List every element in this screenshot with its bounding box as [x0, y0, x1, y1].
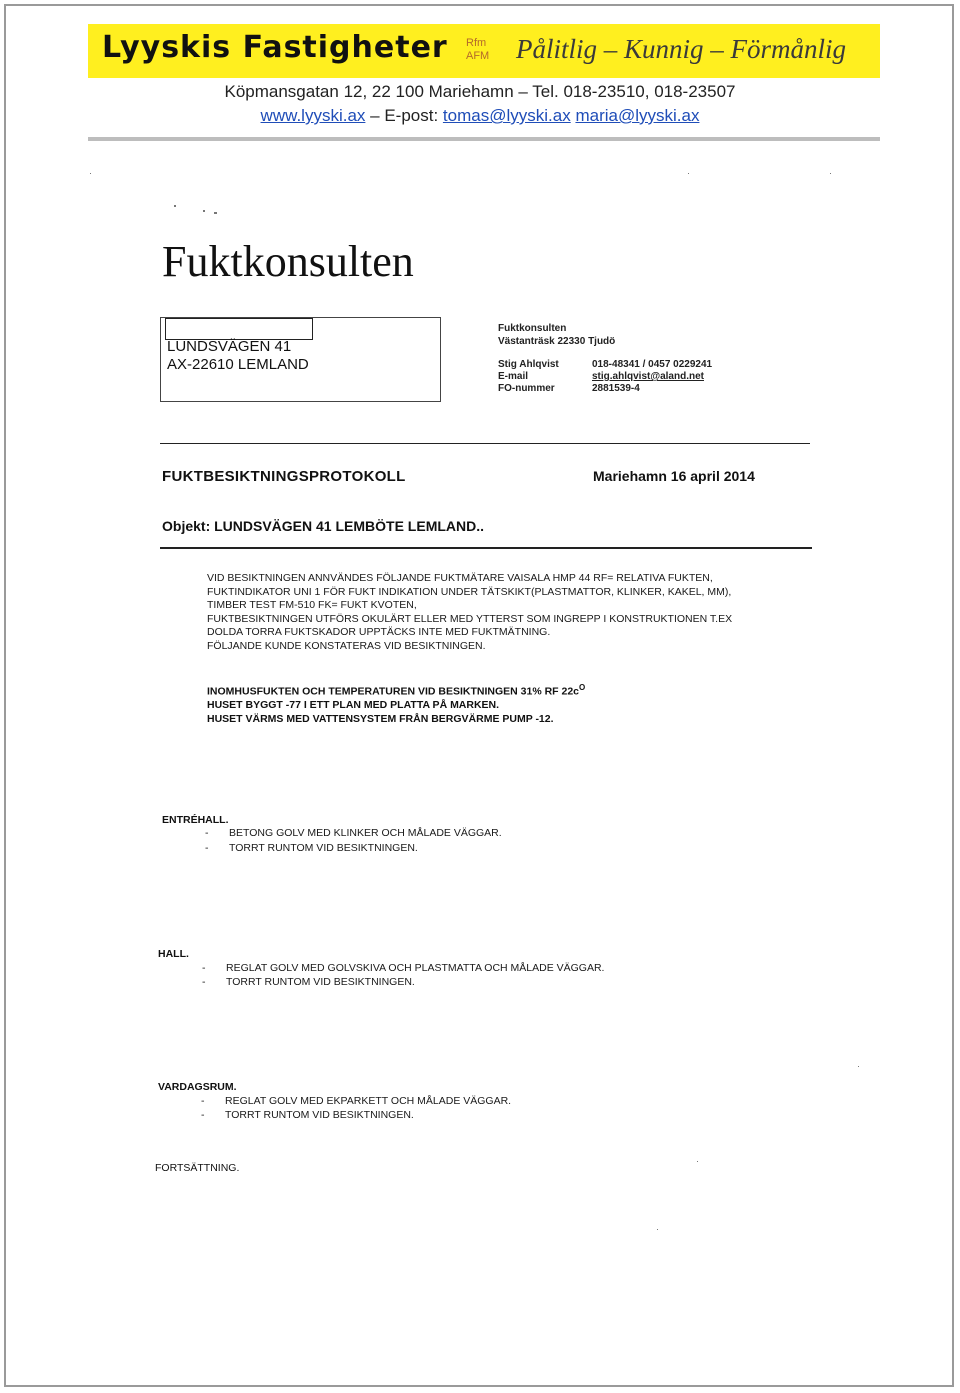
- scan-speck: [688, 173, 689, 174]
- scan-speck: [214, 212, 217, 214]
- scan-speck: [90, 173, 91, 174]
- header-rule: [160, 443, 810, 444]
- letterhead-divider: [88, 137, 880, 141]
- company-contact-line: [0, 106, 960, 126]
- object-address: Objekt: LUNDSVÄGEN 41 LEMBÖTE LEMLAND..: [162, 518, 485, 534]
- scan-speck: [203, 210, 205, 212]
- intro-paragraph: VID BESIKTNINGEN ANNVÄNDES FÖLJANDE FUKTMÄTARE VAISALA HMP 44 RF= RELATIVA FUKTEN, FUKTINDIKATOR UNI 1 FÖR FUKT INDIKATION UNDER TÄTSKIKT(PLASTMATTOR, KLINKER, KAKEL, MM), TIMBER TEST FM-510 FK= FUKT KVOTEN, FUKTBESIKTNINGEN UTFÖRS OKULÄRT ELLER MED YTTERST SOM INGREPP I KONSTRUKTIONEN T.EX DOLDA TORRA FUKTSKADOR UPPTÄCKS INTE MED FUKTMÄTNING. FÖLJANDE KUNDE KONSTATERAS VID BESIKTNINGEN.: [207, 572, 733, 652]
- consultant-email: stig.ahlqvist@aland.net: [592, 371, 704, 382]
- consultant-address: Västanträsk 22330 Tjudö: [498, 336, 616, 347]
- continuation-note: FORTSÄTTNING.: [155, 1162, 240, 1174]
- consultant-name: Fuktkonsulten: [498, 323, 567, 334]
- email-label: – E-post:: [370, 106, 439, 125]
- email-link-maria[interactable]: maria@lyyski.ax: [575, 106, 700, 125]
- room-item: - REGLAT GOLV MED EKPARKETT OCH MÅLADE VÄGGAR.: [201, 1095, 512, 1107]
- rfm-badge: Rfm AFM: [466, 37, 490, 62]
- consultant-phone: 018-48341 / 0457 0229241: [592, 359, 713, 370]
- room-item: - TORRT RUNTOM VID BESIKTNINGEN.: [205, 842, 418, 854]
- consultant-fo-label: FO-nummer: [498, 383, 555, 394]
- letterhead-banner: [88, 24, 880, 78]
- conditions-block: INOMHUSFUKTEN OCH TEMPERATUREN VID BESIKTNINGEN 31% RF $22c^O$ HUSET BYGGT -77 I ETT PLAN MED PLATTA PÅ MARKEN. HUSET VÄRMS MED VATTENSYSTEM FRÅN BERGVÄRME PUMP -12.: [207, 683, 586, 725]
- company-logo: Lyyskis Fastigheter: [102, 30, 448, 65]
- room-item: - TORRT RUNTOM VID BESIKTNINGEN.: [201, 1109, 414, 1121]
- room-item: - REGLAT GOLV MED GOLVSKIVA OCH PLASTMATTA OCH MÅLADE VÄGGAR.: [202, 962, 605, 974]
- room-item: - TORRT RUNTOM VID BESIKTNINGEN.: [202, 976, 415, 988]
- website-link[interactable]: www.lyyski.ax: [260, 106, 366, 125]
- scan-speck: [697, 1161, 698, 1162]
- protocol-title: FUKTBESIKTNINGSPROTOKOLL: [162, 468, 406, 485]
- address-window: [165, 318, 313, 340]
- scan-speck: [830, 173, 831, 174]
- consultant-fo-number: 2881539-4: [592, 383, 640, 394]
- scan-speck: [858, 1066, 859, 1067]
- room-item: - BETONG GOLV MED KLINKER OCH MÅLADE VÄGGAR.: [205, 827, 502, 839]
- consultant-email-label: E-mail: [498, 371, 529, 382]
- scan-speck: [657, 1229, 658, 1230]
- room-heading-vardagsrum: VARDAGSRUM.: [158, 1081, 237, 1093]
- object-rule: [160, 547, 812, 549]
- consultant-contact-name: Stig Ahlqvist: [498, 359, 559, 370]
- recipient-line-2: AX-22610 LEMLAND: [167, 356, 309, 373]
- company-tagline: Pålitlig – Kunnig – Förmånlig: [516, 34, 847, 64]
- protocol-date: Mariehamn 16 april 2014: [593, 468, 755, 484]
- company-address: Köpmansgatan 12, 22 100 Mariehamn – Tel. 018-23510, 018-23507: [224, 82, 736, 101]
- room-heading-hall: HALL.: [158, 948, 189, 960]
- document-title: Fuktkonsulten: [162, 237, 414, 286]
- recipient-line-1: LUNDSVÄGEN 41: [167, 338, 292, 355]
- room-heading-entrehall: ENTRÉHALL.: [162, 814, 229, 826]
- scan-speck: [174, 205, 176, 207]
- email-link-tomas[interactable]: tomas@lyyski.ax: [442, 106, 571, 125]
